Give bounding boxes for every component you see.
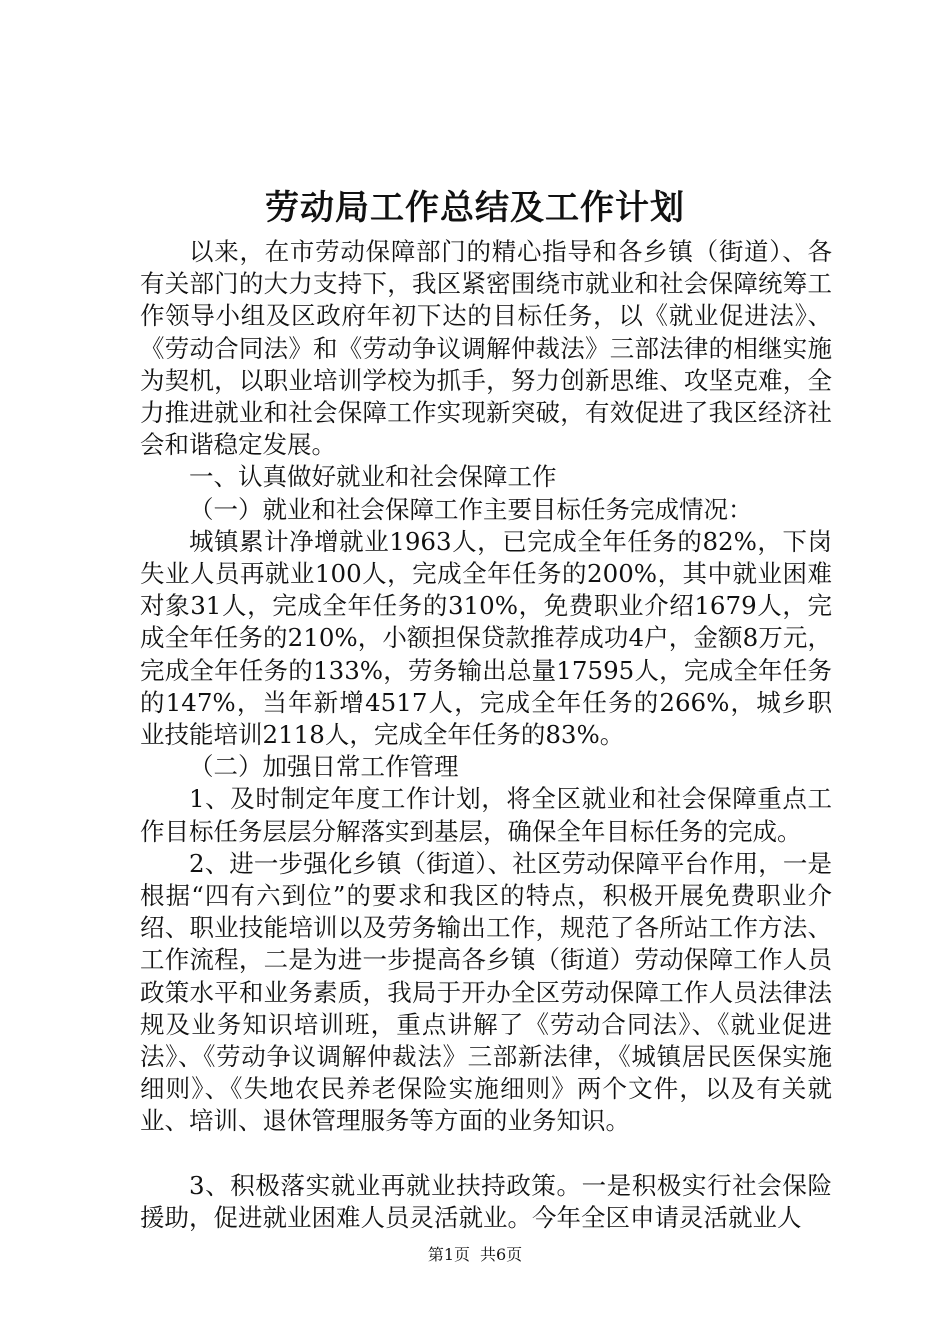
paragraph-item-1: 1、及时制定年度工作计划，将全区就业和社会保障重点工作目标任务层层分解落实到基层，确保全年目标任务的完成。 [140, 784, 832, 846]
page-footer [0, 1244, 950, 1266]
paragraph-intro: 以来，在市劳动保障部门的精心指导和各乡镇（街道）、各有关部门的大力支持下，我区紧密围绕市就业和社会保障统筹工作领导小组及区政府年初下达的目标任务，以《就业促进法》、《劳动合同法》和《劳动争议调解仲裁法》三部法律的相继实施为契机，以职业培训学校为抓手，努力创新思维、攻坚克难，全力推进就业和社会保障工作实现新突破，有效促进了我区经济社会和谐稳定发展。 [140, 237, 832, 460]
paragraph-item-2: 2、进一步强化乡镇（街道）、社区劳动保障平台作用，一是根据“四有六到位”的要求和我区的特点，积极开展免费职业介绍、职业技能培训以及劳务输出工作，规范了各所站工作方法、工作流程，二是为进一步提高各乡镇（街道）劳动保障工作人员政策水平和业务素质，我局于开办全区劳动保障工作人员法律法规及业务知识培训班，重点讲解了《劳动合同法》、《就业促进法》、《劳动争议调解仲裁法》三部新法律，《城镇居民医保实施细则》、《失地农民养老保险实施细则》两个文件，以及有关就业、培训、退休管理服务等方面的业务知识。 [140, 848, 832, 1136]
document-body [140, 236, 832, 1234]
page-number: 第1页 [427, 1245, 470, 1264]
heading-subsection-2: （二）加强日常工作管理 [189, 752, 459, 782]
heading-subsection-1: （一）就业和社会保障工作主要目标任务完成情况： [189, 494, 753, 524]
paragraph-item-3: 3、积极落实就业再就业扶持政策。一是积极实行社会保险援助，促进就业困难人员灵活就业。今年全区申请灵活就业人 [140, 1170, 832, 1232]
paragraph-targets: 城镇累计净增就业1963人，已完成全年任务的82%，下岗失业人员再就业100人，完成全年任务的200%，其中就业困难对象31人，完成全年任务的310%，免费职业介绍1679人，完成全年任务的210%，小额担保贷款推荐成功4户，金额8万元，完成全年任务的133%，劳务输出总量17595人，完成全年任务的147%，当年新增4517人，完成全年任务的266%，城乡职业技能培训2118人，完成全年任务的83%。 [140, 526, 832, 750]
page-total: 共6页 [480, 1245, 523, 1264]
heading-section-1: 一、认真做好就业和社会保障工作 [189, 462, 557, 492]
document-title: 劳动局工作总结及工作计划 [265, 188, 685, 228]
